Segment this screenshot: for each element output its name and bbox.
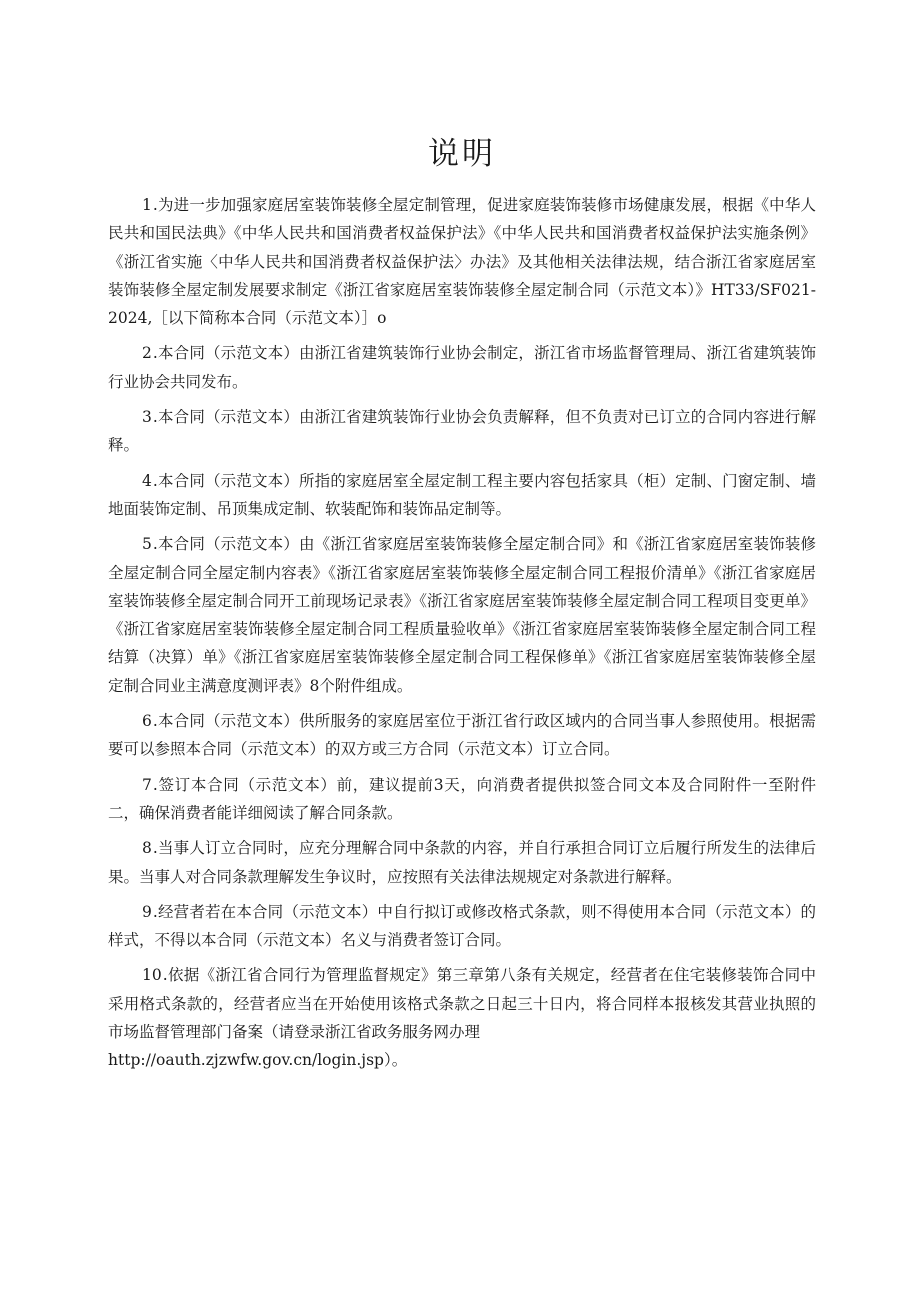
login-url-link[interactable]: http://oauth.zjzwfw.gov.cn/login.jsp [108,1051,384,1070]
paragraph-5 [108,530,816,700]
paragraph-10 [108,961,816,1046]
page-title: 说明 [428,136,496,172]
paragraph-9 [108,898,816,955]
paragraph-text: .依据《浙江省合同行为管理监督规定》第三章第八条有关规定，经营者在住宅装修装饰合同中采用格式条款的，经营者应当在开始使用该格式条款之日起三十日内，将合同样本报核发其营业执照的市场监督管理部门备案（请登录浙江省政务服务网办理 [108,966,816,1042]
paragraph-number: 10 [142,966,162,985]
paragraph-number: 8 [142,839,152,858]
paragraph-text: .本合同（示范文本）由浙江省建筑装饰行业协会负责解释，但不负责对已订立的合同内容进行解释。 [108,408,816,455]
paragraph-number: 3 [142,408,152,427]
paragraph-text: .当事人订立合同时，应充分理解合同中条款的内容，并自行承担合同订立后履行所发生的法律后果。当事人对合同条款理解发生争议时，应按照有关法律法规规定对条款进行解释。 [108,839,816,886]
paragraph-number: 2 [142,344,152,363]
paragraph-text: .本合同（示范文本）供所服务的家庭居室位于浙江省行政区域内的合同当事人参照使用。根据需要可以参照本合同（示范文本）的双方或三方合同（示范文本）订立合同。 [108,712,816,759]
paragraph-text: .签订本合同（示范文本）前，建议提前3天，向消费者提供拟签合同文本及合同附件一至附件二，确保消费者能详细阅读了解合同条款。 [108,775,816,822]
url-suffix: ）。 [383,1051,408,1070]
paragraph-number: 1 [142,196,152,214]
paragraph-8 [108,834,816,891]
paragraph-number: 9 [142,902,152,921]
paragraph-number: 4 [142,471,152,490]
paragraph-text: .本合同（示范文本）由浙江省建筑装饰行业协会制定，浙江省市场监督管理局、浙江省建筑装饰行业协会共同发布。 [108,344,816,391]
paragraph-text: .为进一步加强家庭居室装饰装修全屋定制管理，促进家庭装饰装修市场健康发展，根据《中华人民共和国民法典》《中华人民共和国消费者权益保护法》《中华人民共和国消费者权益保护法实施条例》《浙江省实施〈中华人民共和国消费者权益保护法〉办法》及其他相关法律法规，结合浙江省家庭居室装饰装修全屋定制发展要求制定《浙江省家庭居室装饰装修全屋定制合同（示范文本）》HT33/SF021-2024,［以下简称本合同（示范文本）］o [108,196,816,328]
paragraph-2 [108,339,816,396]
paragraph-number: 5 [142,535,152,554]
paragraph-number: 6 [142,712,152,731]
url-line [108,1046,816,1074]
paragraph-text: .本合同（示范文本）所指的家庭居室全屋定制工程主要内容包括家具（柜）定制、门窗定制、墙地面装饰定制、吊顶集成定制、软装配饰和装饰品定制等。 [108,471,816,518]
paragraph-4 [108,467,816,524]
paragraph-number: 7 [142,775,152,794]
paragraph-3 [108,403,816,460]
paragraph-1 [108,191,816,332]
paragraph-6 [108,707,816,764]
paragraph-text: .本合同（示范文本）由《浙江省家庭居室装饰装修全屋定制合同》和《浙江省家庭居室装饰装修全屋定制合同全屋定制内容表》《浙江省家庭居室装饰装修全屋定制合同工程报价清单》《浙江省家庭居室装饰装修全屋定制合同开工前现场记录表》《浙江省家庭居室装饰装修全屋定制合同工程项目变更单》《浙江省家庭居室装饰装修全屋定制合同工程质量验收单》《浙江省家庭居室装饰装修全屋定制合同工程结算（决算）单》《浙江省家庭居室装饰装修全屋定制合同工程保修单》《浙江省家庭居室装饰装修全屋定制合同业主满意度测评表》8个附件组成。 [108,535,816,695]
paragraph-text: .经营者若在本合同（示范文本）中自行拟订或修改格式条款，则不得使用本合同（示范文本）的样式，不得以本合同（示范文本）名义与消费者签订合同。 [108,902,816,950]
paragraph-7 [108,771,816,828]
